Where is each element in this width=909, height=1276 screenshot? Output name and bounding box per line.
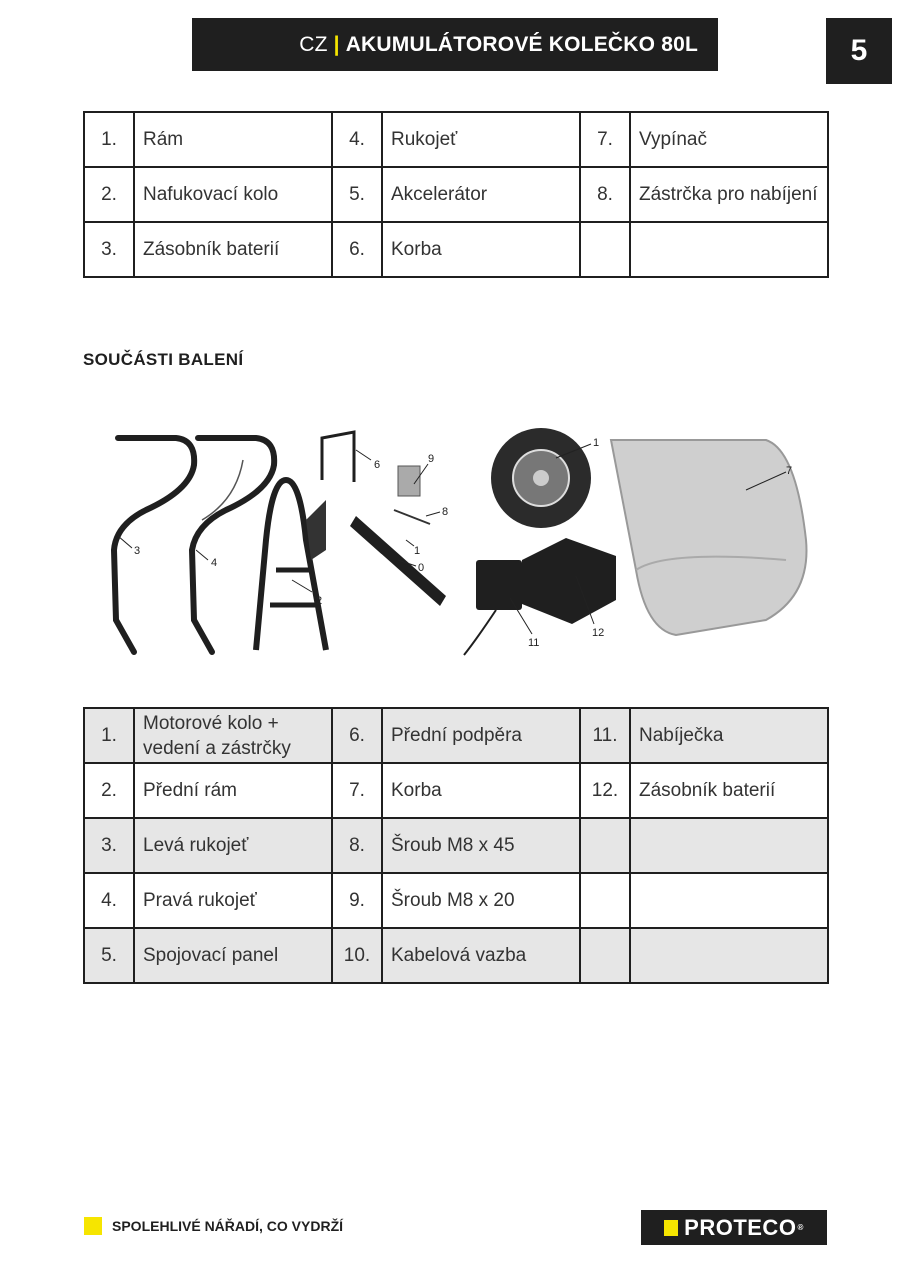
page-number: 5 — [826, 18, 892, 84]
figure-label: 3 — [134, 545, 141, 557]
section-title: SOUČÁSTI BALENÍ — [83, 350, 244, 369]
item-label: Spojovací panel — [134, 928, 332, 983]
item-number — [580, 873, 630, 928]
slogan-text: SPOLEHLIVÉ NÁŘADÍ, CO VYDRŽÍ — [112, 1218, 344, 1234]
table-row — [84, 928, 828, 983]
item-label — [630, 928, 828, 983]
item-label: Motorové kolo + vedení a zástrčky — [134, 708, 332, 763]
table-row — [84, 818, 828, 873]
figure-label: 6 — [374, 459, 381, 471]
item-label: Nafukovací kolo — [134, 167, 332, 222]
item-label: Pravá rukojeť — [134, 873, 332, 928]
item-number: 6. — [332, 708, 382, 763]
table-row — [84, 708, 828, 763]
item-number: 6. — [332, 222, 382, 277]
brand-square-icon — [664, 1220, 678, 1236]
item-number: 4. — [332, 112, 382, 167]
header-language: CZ — [299, 32, 328, 56]
item-label: Zástrčka pro nabíjení — [630, 167, 828, 222]
item-number — [580, 928, 630, 983]
brand-logo — [641, 1210, 827, 1245]
table-row — [84, 167, 828, 222]
figure-label: 12 — [592, 627, 605, 639]
item-number: 3. — [84, 818, 134, 873]
figure-label: 0 — [418, 562, 425, 574]
item-label — [630, 222, 828, 277]
item-number: 7. — [332, 763, 382, 818]
item-number: 5. — [84, 928, 134, 983]
item-number: 2. — [84, 167, 134, 222]
item-number: 10. — [332, 928, 382, 983]
yellow-square-icon — [84, 1217, 102, 1235]
figure-label: 1 — [414, 545, 421, 557]
item-label: Rám — [134, 112, 332, 167]
item-number: 3. — [84, 222, 134, 277]
item-label: Korba — [382, 763, 580, 818]
item-label: Levá rukojeť — [134, 818, 332, 873]
item-label: Přední podpěra — [382, 708, 580, 763]
item-number: 8. — [332, 818, 382, 873]
header-title: AKUMULÁTOROVÉ KOLEČKO 80L — [345, 32, 698, 56]
item-number: 5. — [332, 167, 382, 222]
table-row — [84, 222, 828, 277]
figure-label: 1 — [593, 437, 600, 449]
item-label: Kabelová vazba — [382, 928, 580, 983]
table-row — [84, 763, 828, 818]
item-number — [580, 222, 630, 277]
item-label: Akcelerátor — [382, 167, 580, 222]
item-number: 4. — [84, 873, 134, 928]
item-label: Šroub M8 x 20 — [382, 873, 580, 928]
figure-label: 9 — [428, 453, 435, 465]
item-label: Vypínač — [630, 112, 828, 167]
item-label: Korba — [382, 222, 580, 277]
header-bar — [192, 18, 718, 71]
figure-label: 2 — [316, 595, 323, 607]
parts-table — [83, 111, 829, 278]
item-number: 9. — [332, 873, 382, 928]
item-number: 2. — [84, 763, 134, 818]
package-contents-table — [83, 707, 829, 984]
item-label — [630, 873, 828, 928]
figure-label: 11 — [528, 637, 540, 649]
footer-slogan — [84, 1217, 343, 1235]
item-label — [630, 818, 828, 873]
item-number: 12. — [580, 763, 630, 818]
item-label: Zásobník baterií — [630, 763, 828, 818]
item-number: 1. — [84, 708, 134, 763]
table-row — [84, 873, 828, 928]
item-number: 11. — [580, 708, 630, 763]
item-label: Nabíječka — [630, 708, 828, 763]
brand-name: PROTECO — [684, 1214, 797, 1240]
header-separator: | — [333, 32, 340, 56]
figure-label: 4 — [211, 557, 218, 569]
item-number: 7. — [580, 112, 630, 167]
item-number — [580, 818, 630, 873]
item-label: Šroub M8 x 45 — [382, 818, 580, 873]
item-label: Rukojeť — [382, 112, 580, 167]
registered-mark: ® — [797, 1223, 804, 1232]
figure-label: 8 — [442, 506, 449, 518]
item-number: 1. — [84, 112, 134, 167]
table-row — [84, 112, 828, 167]
figure-label: 7 — [786, 465, 793, 477]
parts-illustration — [86, 420, 826, 670]
item-label: Přední rám — [134, 763, 332, 818]
package-contents-figure — [86, 420, 826, 670]
item-label: Zásobník baterií — [134, 222, 332, 277]
item-number: 8. — [580, 167, 630, 222]
